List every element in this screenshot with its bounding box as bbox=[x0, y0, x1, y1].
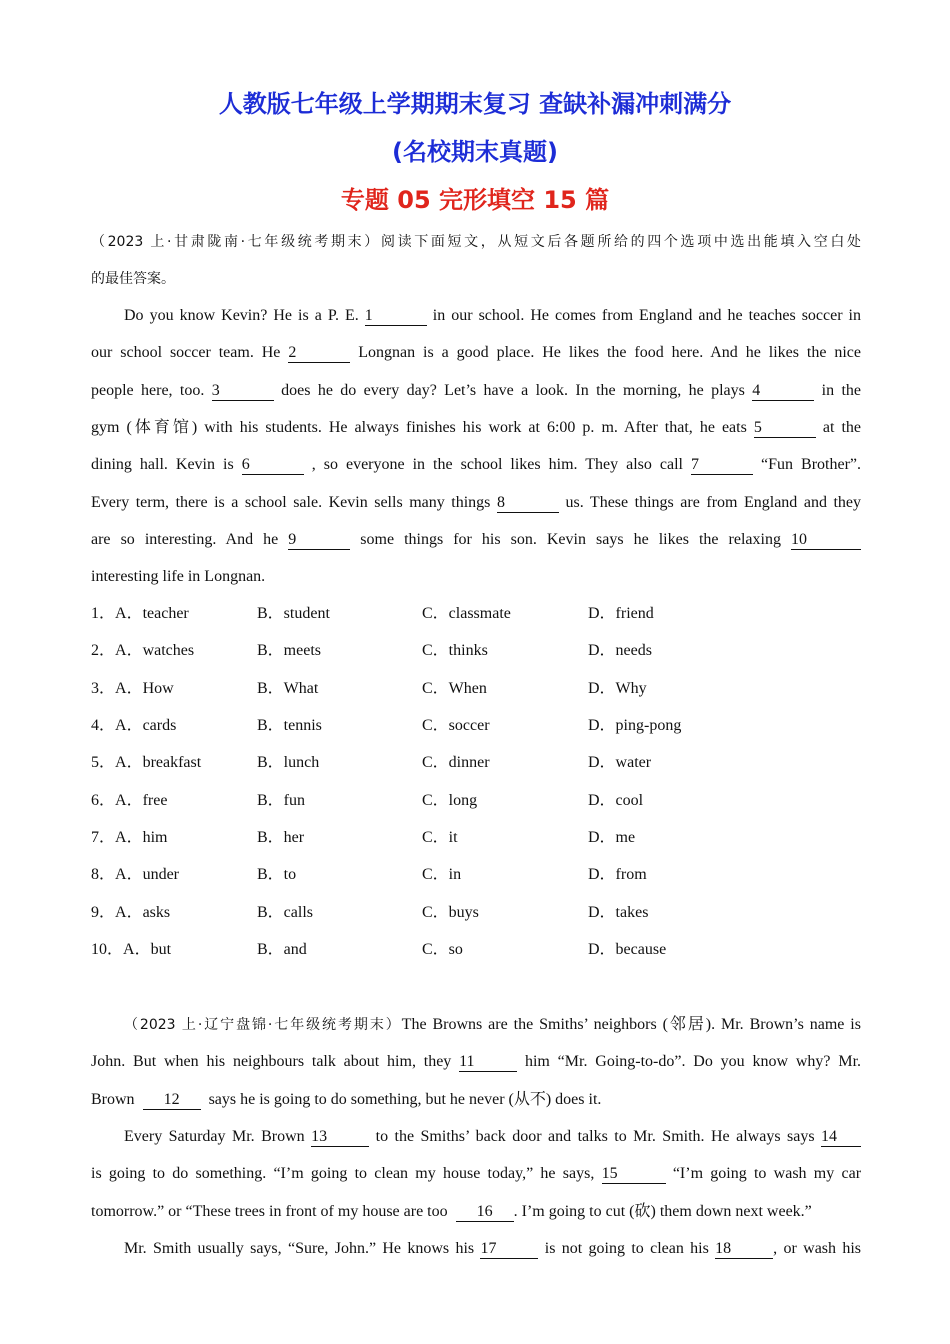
answer-blank[interactable]: 11 bbox=[459, 1054, 517, 1072]
question-options bbox=[91, 716, 861, 736]
question-options bbox=[91, 903, 861, 923]
option-d[interactable]: D．from bbox=[588, 866, 647, 883]
option-c[interactable]: C．so bbox=[422, 941, 463, 958]
option-b[interactable]: B．lunch bbox=[257, 754, 320, 771]
option-c[interactable]: C．it bbox=[422, 829, 458, 846]
answer-blank[interactable]: 9 bbox=[288, 532, 350, 550]
passage2-line: John. But when his neighbours talk about him, they 11 him “Mr. Going-to-do”. Do you know why? Mr. bbox=[91, 1053, 862, 1070]
question-options bbox=[91, 753, 861, 773]
option-d[interactable]: D．takes bbox=[588, 904, 649, 921]
answer-blank[interactable]: 17 bbox=[480, 1241, 538, 1259]
document-title: 人教版七年级上学期期末复习 查缺补漏冲刺满分 bbox=[218, 90, 732, 118]
answer-blank[interactable]: 18 bbox=[715, 1241, 773, 1259]
option-d[interactable]: D．friend bbox=[588, 605, 654, 622]
passage2-line: tomorrow.” or “These trees in front of my house are too 16 . I’m going to cut (砍) them down next week.” bbox=[91, 1203, 812, 1220]
option-a[interactable]: 2．A．watches bbox=[91, 642, 195, 659]
question-options bbox=[91, 865, 861, 885]
answer-blank[interactable]: 8 bbox=[497, 495, 559, 513]
option-c[interactable]: C．buys bbox=[422, 904, 479, 921]
option-b[interactable]: B．and bbox=[257, 941, 307, 958]
answer-blank[interactable]: 13 bbox=[311, 1129, 369, 1147]
option-a[interactable]: 6．A．free bbox=[91, 792, 168, 809]
option-a[interactable]: 5．A．breakfast bbox=[91, 754, 202, 771]
option-b[interactable]: B．her bbox=[257, 829, 305, 846]
passage1-line: are so interesting. And he 9 some things for his son. Kevin says he likes the relaxing 10 bbox=[91, 530, 861, 550]
answer-blank[interactable]: 14 bbox=[821, 1129, 861, 1147]
option-c[interactable]: C．long bbox=[422, 792, 478, 809]
option-a[interactable]: 1．A．teacher bbox=[91, 605, 189, 622]
option-a[interactable]: 7．A．him bbox=[91, 829, 168, 846]
topic-subtitle: 专题 05 完形填空 15 篇 bbox=[340, 186, 610, 214]
passage1-line: gym (体育馆) with his students. He always finishes his work at 6:00 p. m. After that, he eats 5 at the bbox=[91, 419, 862, 436]
passage2-line: Mr. Smith usually says, “Sure, John.” He knows his 17 is not going to clean his 18 , or wash his bbox=[124, 1240, 862, 1257]
option-d[interactable]: D．me bbox=[588, 829, 636, 846]
passage2-source: （2023 上·辽宁盘锦·七年级统考期末） bbox=[124, 1017, 402, 1033]
passage2-line: is going to do something. “I’m going to clean my house today,” he says, 15 “I’m going to wash my car bbox=[91, 1165, 862, 1182]
option-a[interactable]: 10．A．but bbox=[91, 941, 172, 958]
passage2-line: Every Saturday Mr. Brown 13 to the Smiths’ back door and talks to Mr. Smith. He always says 14 bbox=[91, 1127, 861, 1147]
answer-blank[interactable]: 6 bbox=[242, 457, 304, 475]
question-options bbox=[91, 940, 861, 960]
option-d[interactable]: D．Why bbox=[588, 680, 647, 697]
passage1-line: dining hall. Kevin is 6 , so everyone in the school likes him. They also call 7 “Fun Brother”. bbox=[91, 456, 862, 473]
option-c[interactable]: C．dinner bbox=[422, 754, 490, 771]
answer-blank[interactable]: 10 bbox=[791, 532, 861, 550]
document-title-sub: (名校期末真题) bbox=[392, 138, 558, 166]
answer-blank[interactable]: 2 bbox=[288, 345, 350, 363]
passage1-intro-line2: 的最佳答案。 bbox=[91, 271, 175, 287]
option-d[interactable]: D．cool bbox=[588, 792, 644, 809]
option-a[interactable]: 8．A．under bbox=[91, 866, 180, 883]
option-b[interactable]: B．What bbox=[257, 680, 319, 697]
answer-blank[interactable]: 5 bbox=[754, 420, 816, 438]
passage1-line: people here, too. 3 does he do every day? Let’s have a look. In the morning, he plays 4 in the bbox=[91, 382, 861, 399]
answer-blank[interactable]: 7 bbox=[691, 457, 753, 475]
option-c[interactable]: C．When bbox=[422, 680, 487, 697]
option-d[interactable]: D．needs bbox=[588, 642, 652, 659]
option-b[interactable]: B．to bbox=[257, 866, 297, 883]
option-d[interactable]: D．because bbox=[588, 941, 667, 958]
passage2-line: （2023 上·辽宁盘锦·七年级统考期末）The Browns are the Smiths’ neighbors (邻居). Mr. Brown’s name is bbox=[91, 1015, 861, 1035]
question-options bbox=[91, 641, 861, 661]
option-b[interactable]: B．fun bbox=[257, 792, 306, 809]
option-b[interactable]: B．meets bbox=[257, 642, 321, 659]
answer-blank[interactable]: 16 bbox=[456, 1204, 514, 1222]
answer-blank[interactable]: 12 bbox=[143, 1092, 201, 1110]
option-a[interactable]: 3．A．How bbox=[91, 680, 174, 697]
option-d[interactable]: D．ping-pong bbox=[588, 717, 682, 734]
question-options bbox=[91, 679, 861, 699]
passage2-line: Brown 12 says he is going to do something, but he never (从不) does it. bbox=[91, 1091, 602, 1108]
answer-blank[interactable]: 4 bbox=[752, 383, 814, 401]
answer-blank[interactable]: 15 bbox=[602, 1166, 666, 1184]
option-c[interactable]: C．soccer bbox=[422, 717, 490, 734]
option-a[interactable]: 4．A．cards bbox=[91, 717, 177, 734]
passage1-line: Do you know Kevin? He is a P. E. 1 in our school. He comes from England and he teaches soccer in bbox=[124, 307, 862, 324]
question-options bbox=[91, 604, 861, 624]
option-c[interactable]: C．thinks bbox=[422, 642, 488, 659]
question-options bbox=[91, 791, 861, 811]
option-c[interactable]: C．in bbox=[422, 866, 462, 883]
answer-blank[interactable]: 1 bbox=[365, 308, 427, 326]
question-options bbox=[91, 828, 861, 848]
option-c[interactable]: C．classmate bbox=[422, 605, 511, 622]
passage1-intro-line1: （2023 上·甘肃陇南·七年级统考期末）阅读下面短文，从短文后各题所给的四个选项中选出能填入空白处 bbox=[91, 234, 861, 250]
option-a[interactable]: 9．A．asks bbox=[91, 904, 171, 921]
option-b[interactable]: B．tennis bbox=[257, 717, 322, 734]
passage1-line: our school soccer team. He 2 Longnan is a good place. He likes the food here. And he likes the nice bbox=[91, 344, 862, 361]
option-b[interactable]: B．student bbox=[257, 605, 330, 622]
passage1-line: interesting life in Longnan. bbox=[91, 568, 266, 585]
option-d[interactable]: D．water bbox=[588, 754, 652, 771]
passage1-line: Every term, there is a school sale. Kevin sells many things 8 us. These things are from England and they bbox=[91, 494, 862, 511]
answer-blank[interactable]: 3 bbox=[212, 383, 274, 401]
option-b[interactable]: B．calls bbox=[257, 904, 313, 921]
